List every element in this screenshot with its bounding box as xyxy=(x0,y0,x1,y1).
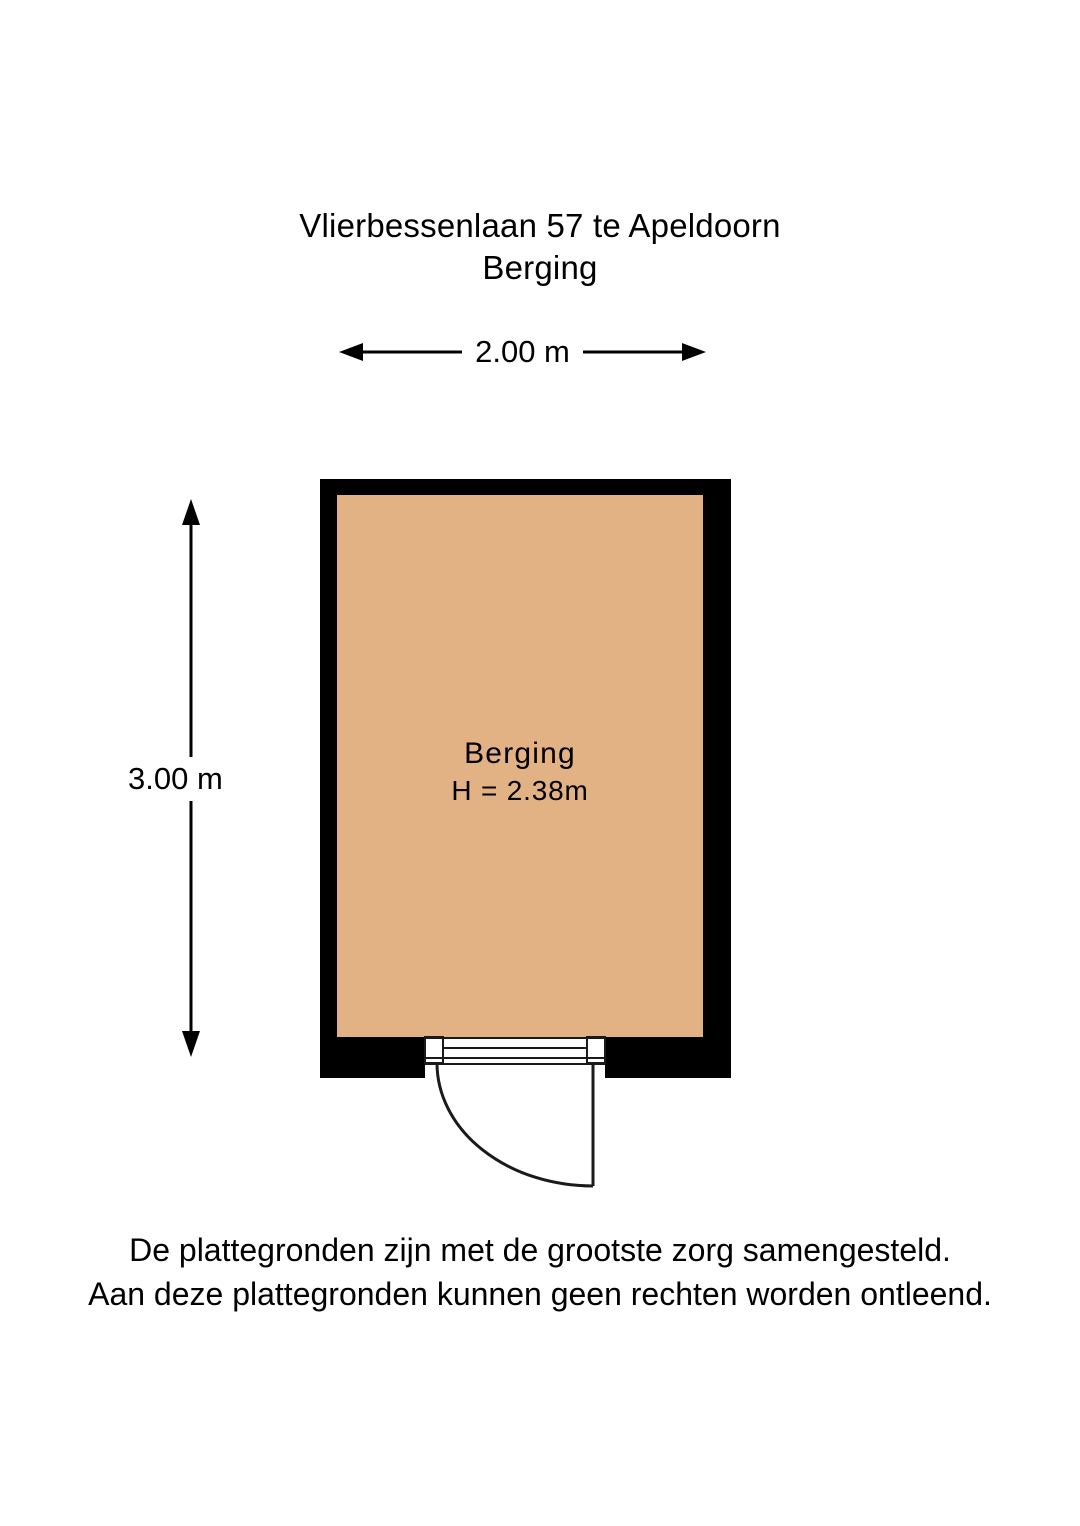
height-dimension-value: 3.00 m xyxy=(128,757,252,801)
room-ceiling-height: H = 2.38m xyxy=(451,775,589,806)
storage-room-outline xyxy=(312,470,742,1200)
room-name: Berging xyxy=(464,737,576,770)
door-swing-arc-icon xyxy=(437,1063,593,1186)
page-title: Vlierbessenlaan 57 te Apeldoorn xyxy=(299,207,781,244)
page-subtitle: Berging xyxy=(482,249,598,286)
door-jamb-left xyxy=(425,1037,443,1063)
plan-title-block xyxy=(0,205,1080,289)
disclaimer-line-2: Aan deze plattegronden kunnen geen rechten worden ontleend. xyxy=(88,1276,992,1312)
width-dimension-value: 2.00 m xyxy=(462,334,583,369)
width-dimension-label xyxy=(335,330,710,374)
width-dimension xyxy=(335,326,710,378)
disclaimer-line-1: De plattegronden zijn met de grootste zorg samengesteld. xyxy=(129,1232,951,1268)
door-jamb-right xyxy=(587,1037,605,1063)
disclaimer-block xyxy=(0,1228,1080,1316)
floor-plan-drawing xyxy=(312,470,742,1200)
room-floor xyxy=(337,495,703,1037)
